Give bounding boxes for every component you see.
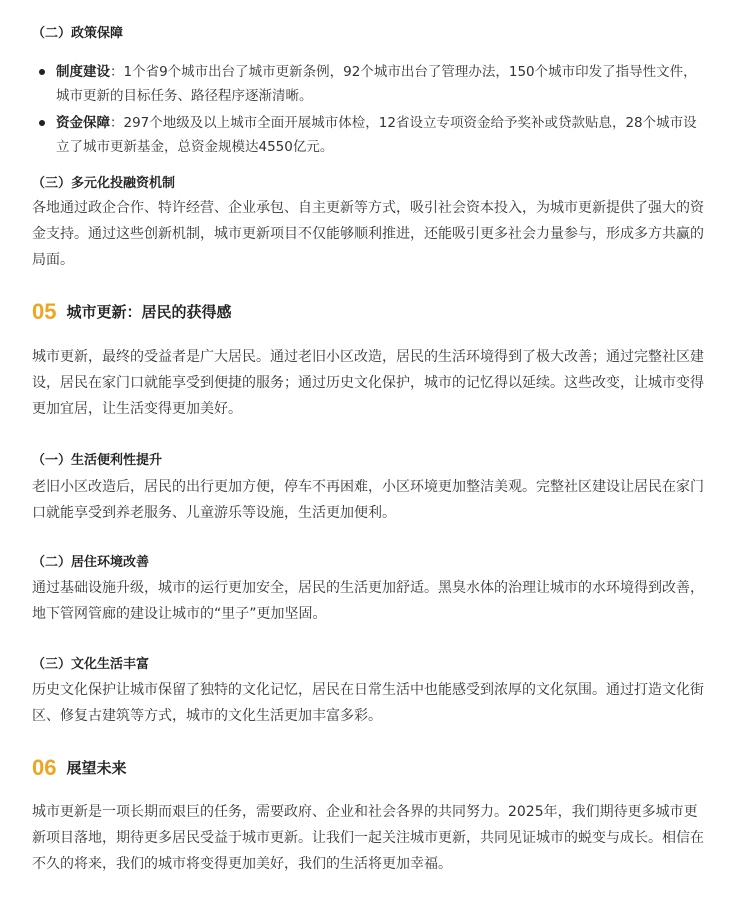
section-title: 展望未来 (66, 759, 127, 777)
section-title: 城市更新：居民的获得感 (66, 303, 232, 321)
policy-list (32, 60, 708, 159)
list-item-label: 制度建设 (56, 64, 110, 80)
convenience-paragraph: 老旧小区改造后，居民的出行更加方便，停车不再困难，小区环境更加整洁美观。完整社区建设让居民在家门口就能享受到养老服务、儿童游乐等设施，生活更加便利。 (32, 479, 704, 521)
section-number: 06 (32, 755, 57, 780)
section-number: 05 (32, 299, 57, 324)
environment-paragraph: 通过基础设施升级，城市的运行更加安全，居民的生活更加舒适。黑臭水体的治理让城市的水环境得到改善，地下管网管廊的建设让城市的“里子”更加坚固。 (32, 580, 704, 622)
list-item-text: ：297个地级及以上城市全面开展城市体检，12省设立专项资金给予奖补或贷款贴息，28个城市设立了城市更新基金，总资金规模达4550亿元。 (56, 115, 697, 155)
policy-heading: （二）政策保障 (32, 26, 124, 41)
investment-heading: （三）多元化投融资机制 (32, 176, 176, 191)
sub-heading-convenience: （一）生活便利性提升 (32, 453, 163, 468)
list-item-label: 资金保障 (56, 115, 110, 131)
bullet-dot-icon (39, 120, 45, 126)
section-06-header (32, 753, 127, 783)
section-06-paragraph: 城市更新是一项长期而艰巨的任务，需要政府、企业和社会各界的共同努力。2025年，我们期待更多城市更新项目落地，期待更多居民受益于城市更新。让我们一起关注城市更新，共同见证城市的蜕变与成长。相信在不久的将来，我们的城市将变得更加美好，我们的生活将更加幸福。 (32, 804, 704, 872)
investment-paragraph: 各地通过政企合作、特许经营、企业承包、自主更新等方式，吸引社会资本投入，为城市更新提供了强大的资金支持。通过这些创新机制，城市更新项目不仅能够顺利推进，还能吸引更多社会力量参与，形成多方共赢的局面。 (32, 200, 704, 268)
bullet-dot-icon (39, 69, 45, 75)
list-item-text: ：1个省9个城市出台了城市更新条例，92个城市出台了管理办法，150个城市印发了指导性文件，城市更新的目标任务、路径程序逐渐清晰。 (56, 64, 697, 104)
section-05-header (32, 297, 232, 327)
section-05-intro: 城市更新，最终的受益者是广大居民。通过老旧小区改造，居民的生活环境得到了极大改善；通过完整社区建设，居民在家门口就能享受到便捷的服务；通过历史文化保护，城市的记忆得以延续。这些改变，让城市变得更加宜居，让生活变得更加美好。 (32, 349, 704, 417)
list-item (32, 60, 708, 108)
sub-heading-culture: （三）文化生活丰富 (32, 657, 150, 672)
culture-paragraph: 历史文化保护让城市保留了独特的文化记忆，居民在日常生活中也能感受到浓厚的文化氛围。通过打造文化街区、修复古建筑等方式，城市的文化生活更加丰富多彩。 (32, 682, 704, 724)
sub-heading-environment: （二）居住环境改善 (32, 555, 150, 570)
list-item (32, 111, 708, 159)
